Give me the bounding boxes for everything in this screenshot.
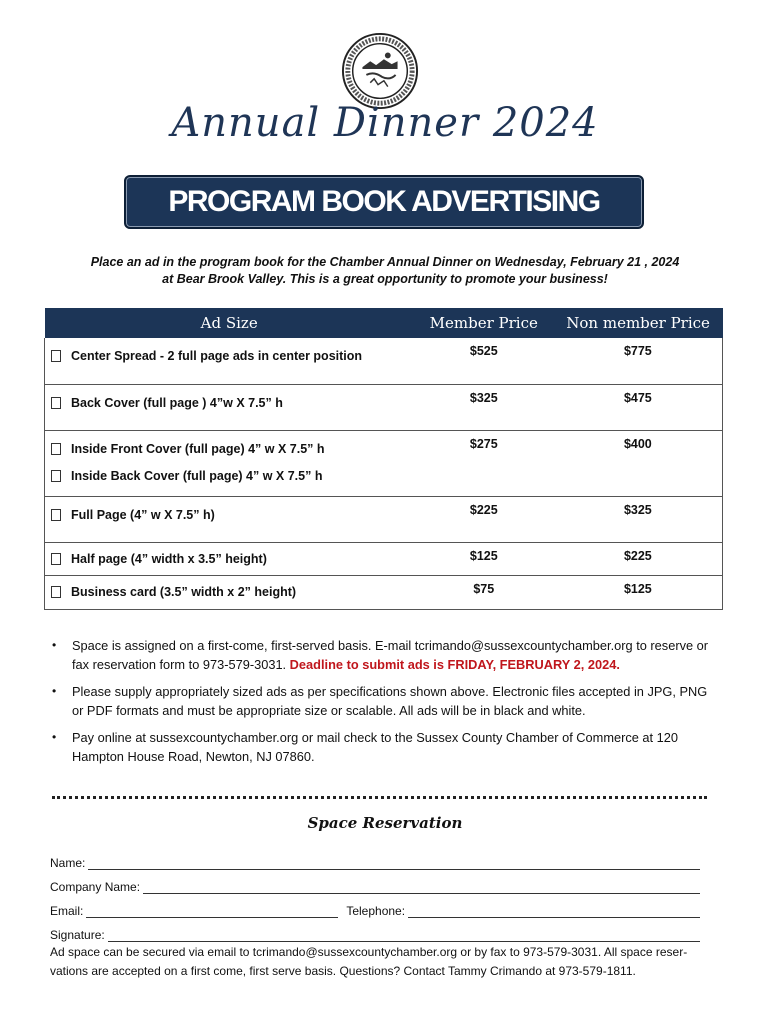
dotted-divider	[52, 796, 707, 802]
checkbox[interactable]	[51, 350, 61, 362]
ad-option-label: Full Page (4” w X 7.5” h)	[71, 507, 215, 522]
table-row	[45, 496, 723, 542]
telephone-field[interactable]	[408, 906, 700, 918]
header-nonmember-price: Non member Price	[554, 308, 723, 338]
bullet-item	[50, 636, 710, 674]
table-row	[45, 542, 723, 575]
intro-text	[40, 254, 730, 288]
intro-line: Place an ad in the program book for the Chamber Annual Dinner on Wednesday, February 21 , 2024	[90, 255, 680, 269]
nonmember-price: $475	[554, 384, 723, 430]
reservation-title: Space Reservation	[307, 814, 463, 832]
ad-option-label: Business card (3.5” width x 2” height)	[71, 584, 297, 599]
member-price: $75	[414, 575, 554, 609]
program-book-banner: PROGRAM BOOK ADVERTISING	[124, 175, 644, 229]
nonmember-price: $325	[554, 496, 723, 542]
footer-line: Ad space can be secured via email to tcrimando@sussexcountychamber.org or by fax to 973-579-3031. All space reser-	[50, 945, 688, 959]
company-label: Company Name:	[50, 880, 141, 894]
nonmember-price: $125	[554, 575, 723, 609]
table-header-row	[45, 308, 723, 338]
signature-label: Signature:	[50, 928, 105, 942]
ad-pricing-table	[44, 308, 723, 610]
member-price: $275	[414, 430, 554, 496]
header-ad-size: Ad Size	[45, 308, 414, 338]
signature-field[interactable]	[108, 930, 700, 942]
email-label: Email:	[50, 904, 84, 918]
nonmember-price: $400	[554, 430, 723, 496]
footer-note	[50, 943, 720, 981]
contact-row	[50, 894, 700, 918]
name-row	[50, 846, 700, 870]
bullet-text: Space is assigned on a first-come, first-served basis. E-mail tcrimando@sussexcountychamber.org to reserve or fax reservation form to 973-579-3031.	[72, 638, 709, 672]
table-row	[45, 430, 723, 496]
member-price: $525	[414, 338, 554, 384]
member-price: $125	[414, 542, 554, 575]
name-label: Name:	[50, 856, 86, 870]
footer-line: vations are accepted on a first come, first serve basis. Questions? Contact Tammy Crimando at 973-579-1811.	[50, 964, 636, 978]
telephone-label: Telephone:	[346, 904, 406, 918]
nonmember-price: $775	[554, 338, 723, 384]
signature-row	[50, 918, 700, 942]
table-row	[45, 575, 723, 609]
header-member-price: Member Price	[414, 308, 554, 338]
checkbox[interactable]	[51, 586, 61, 598]
member-price: $225	[414, 496, 554, 542]
ad-option-label: Inside Front Cover (full page) 4” w X 7.5” h	[71, 441, 325, 456]
email-field[interactable]	[86, 906, 338, 918]
bullet-item: • Please supply appropriately sized ads as per specifications shown above. Electronic files accepted in JPG, PNG or PDF formats and must be appropriate size or scalable. All ads will be in black and white.	[50, 682, 710, 720]
company-field[interactable]	[143, 882, 700, 894]
ad-option-label: Center Spread - 2 full page ads in center position	[71, 349, 363, 363]
ad-option-label: Back Cover (full page ) 4”w X 7.5” h	[71, 395, 283, 410]
ad-option-label: Half page (4” width x 3.5” height)	[71, 551, 267, 566]
intro-line: at Bear Brook Valley. This is a great opportunity to promote your business!	[162, 272, 608, 286]
checkbox[interactable]	[51, 509, 61, 521]
company-row	[50, 870, 700, 894]
nonmember-price: $225	[554, 542, 723, 575]
deadline-text: Deadline to submit ads is FRIDAY, FEBRUARY 2, 2024.	[289, 657, 620, 672]
member-price: $325	[414, 384, 554, 430]
name-field[interactable]	[88, 858, 700, 870]
checkbox[interactable]	[51, 470, 61, 482]
chamber-seal-icon	[341, 32, 419, 110]
checkbox[interactable]	[51, 397, 61, 409]
checkbox[interactable]	[51, 443, 61, 455]
ad-option-label: Inside Back Cover (full page) 4” w X 7.5” h	[71, 468, 323, 483]
table-row	[45, 384, 723, 430]
table-row	[45, 338, 723, 384]
checkbox[interactable]	[51, 553, 61, 565]
page-title: Annual Dinner 2024	[171, 100, 599, 146]
info-bullet-list	[50, 636, 710, 774]
bullet-item: • Pay online at sussexcountychamber.org or mail check to the Sussex County Chamber of Commerce at 120 Hampton House Road, Newton, NJ 07860.	[50, 728, 710, 766]
reservation-form	[50, 846, 700, 942]
